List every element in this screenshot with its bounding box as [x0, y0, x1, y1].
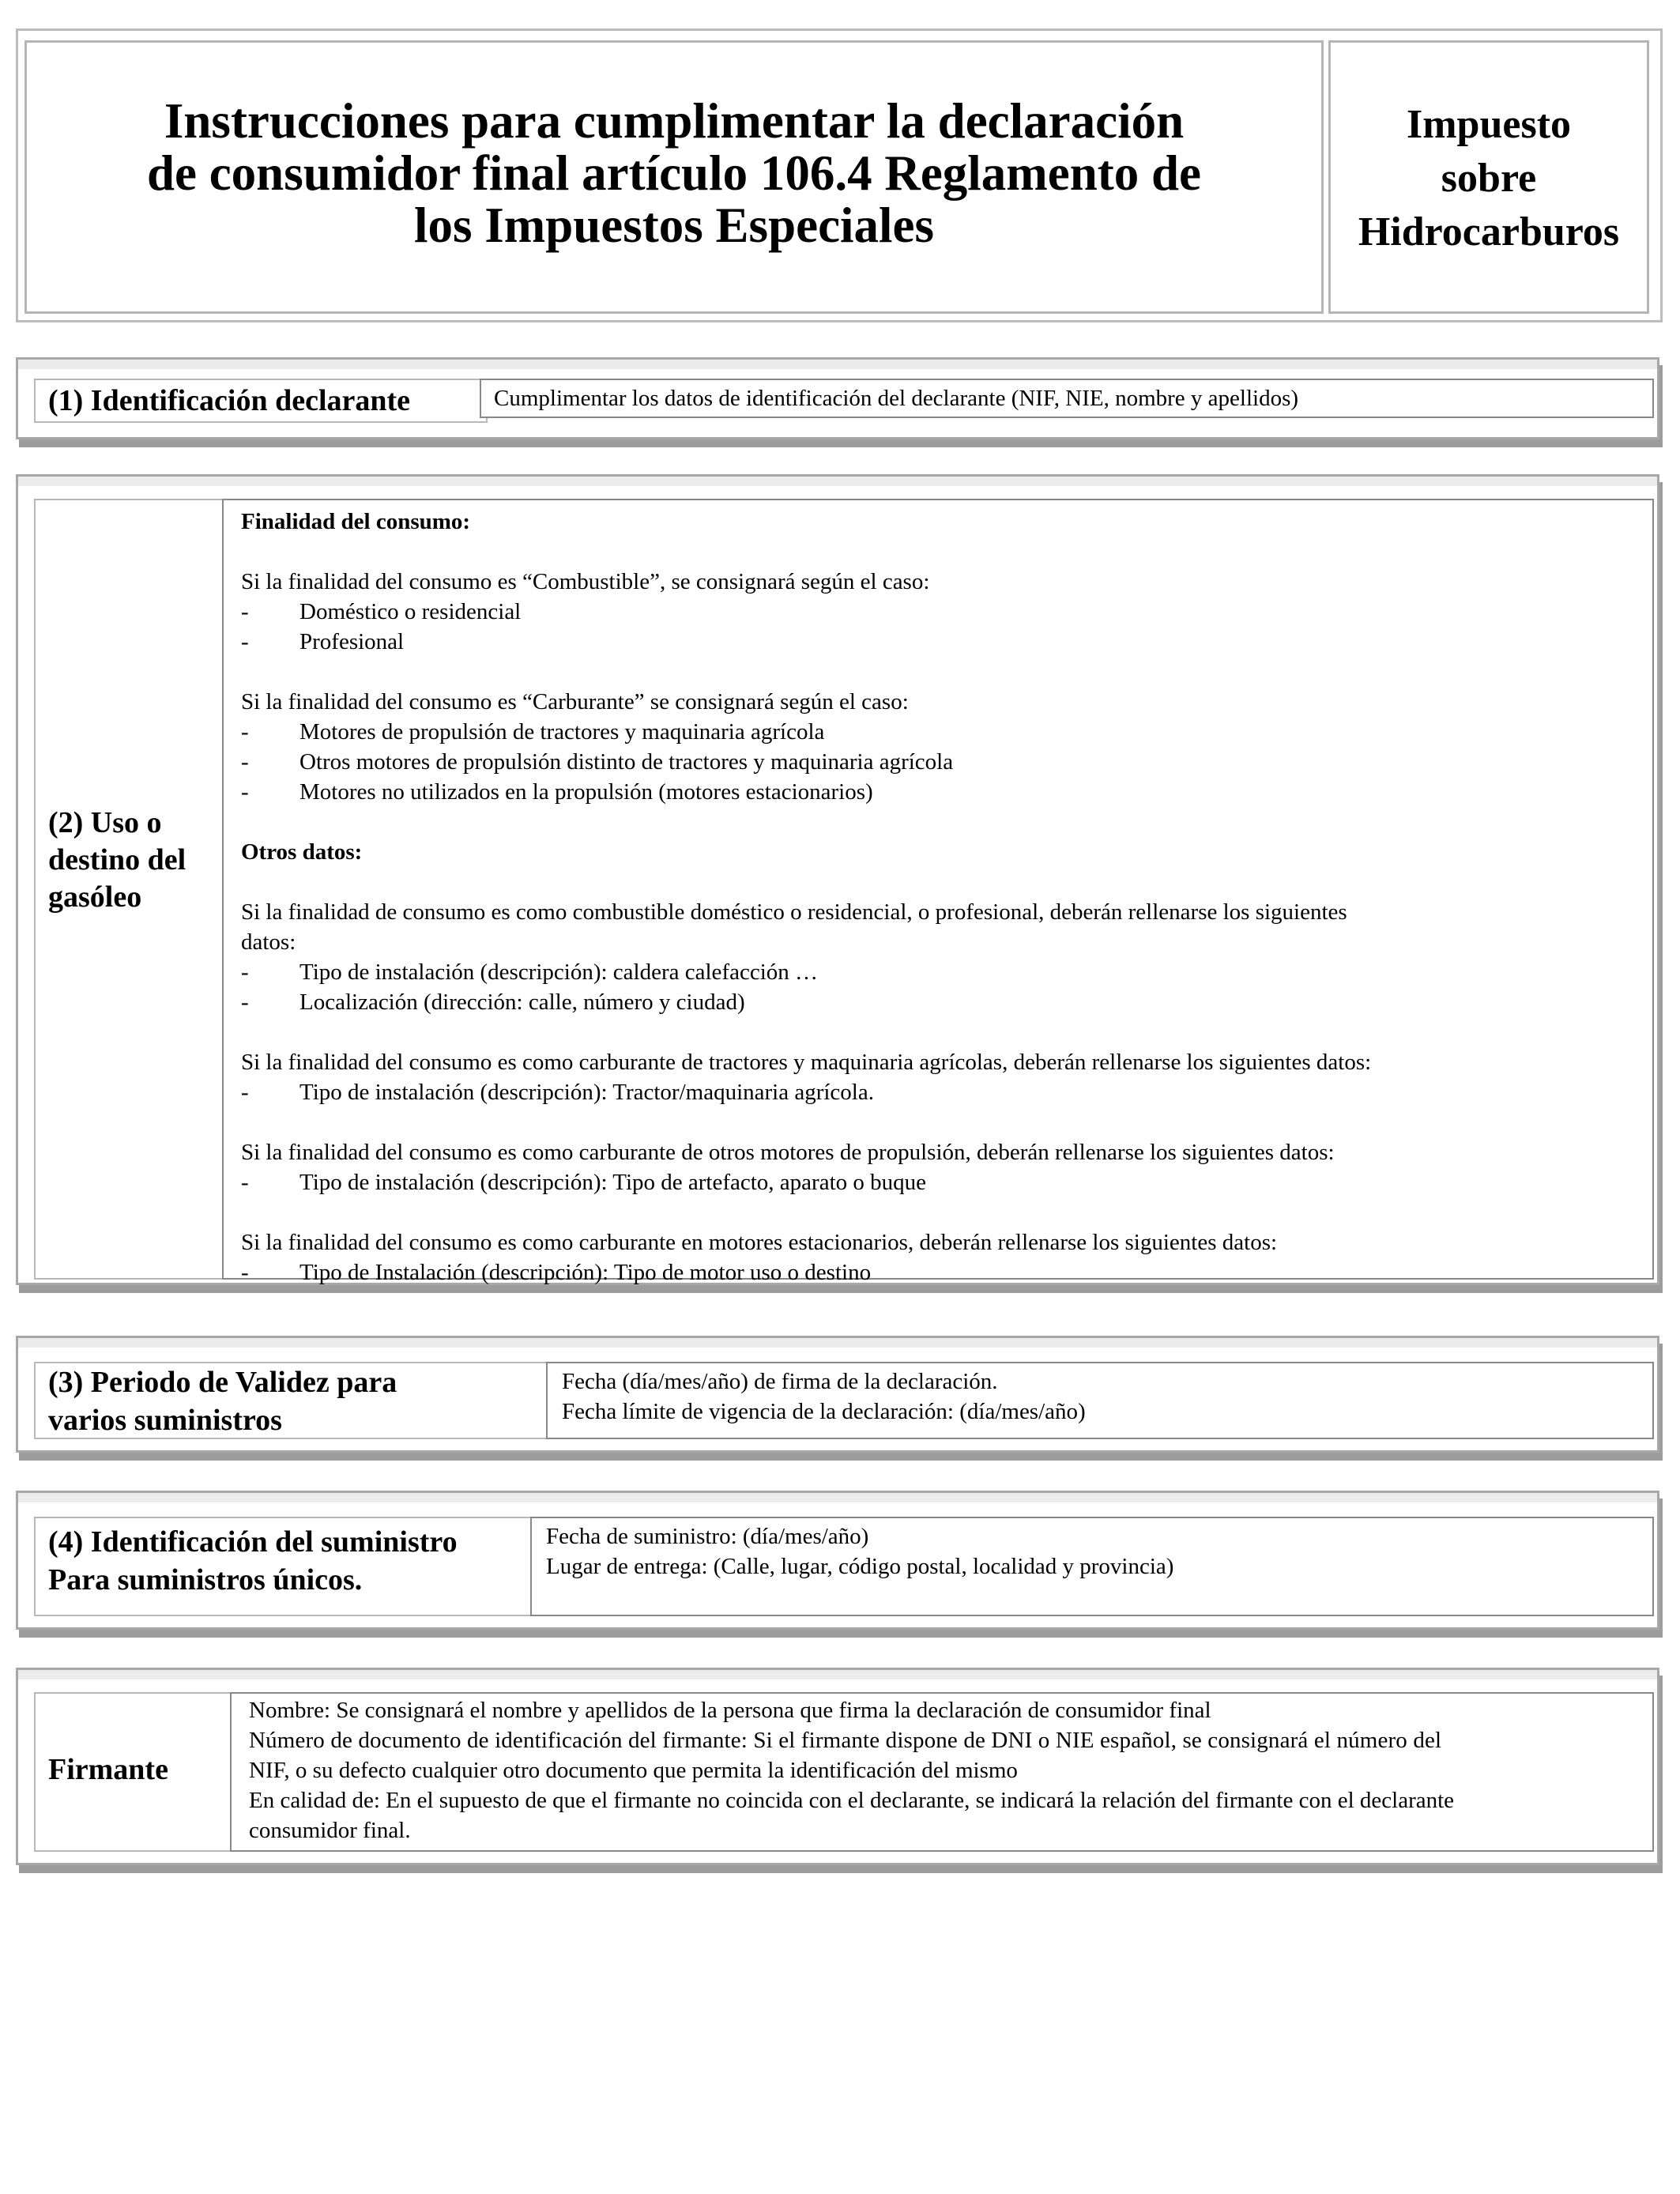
section-identificacion-declarante	[16, 357, 1659, 439]
section-band	[18, 1670, 1657, 1679]
list-item-text: Tipo de Instalación (descripción): Tipo de motor uso o destino	[299, 1260, 872, 1285]
section-text	[562, 1367, 1086, 1427]
section-identificacion-suministro	[16, 1491, 1659, 1630]
list-item-text: Tipo de instalación (descripción): Tractor/maquinaria agrícola.	[299, 1080, 874, 1105]
section-uso-destino	[16, 474, 1659, 1285]
list-item	[241, 1077, 1644, 1107]
list-item-text: Tipo de instalación (descripción): Tipo de artefacto, aparato o buque	[299, 1170, 927, 1195]
section-periodo-validez	[16, 1336, 1659, 1453]
bullet-dash: -	[241, 1260, 249, 1285]
list-item-text: Doméstico o residencial	[299, 599, 522, 624]
tax-line: sobre	[1441, 156, 1537, 201]
bullet-dash: -	[241, 779, 249, 805]
list-item-text: Tipo de instalación (descripción): caldera calefacción …	[299, 959, 818, 985]
list-item	[241, 987, 1644, 1017]
bullet-dash: -	[241, 599, 249, 624]
section-text: Cumplimentar los datos de identificación del declarante (NIF, NIE, nombre y apellidos)	[494, 386, 1299, 411]
section-label-cell	[34, 1362, 554, 1439]
list-item	[241, 1257, 1644, 1287]
bullet-dash: -	[241, 990, 249, 1015]
list-item	[241, 1167, 1644, 1197]
carburante-intro: Si la finalidad del consumo es “Carburante” se consignará según el caso:	[241, 689, 909, 714]
section-band	[18, 477, 1657, 486]
title-line: Instrucciones para cumplimentar la declaración	[164, 93, 1185, 149]
document-header	[16, 28, 1663, 322]
list-item	[241, 627, 1644, 657]
title-line: de consumidor final artículo 106.4 Reglamento de	[146, 145, 1202, 201]
section-label	[48, 805, 186, 916]
section-label-cell	[34, 1517, 538, 1616]
text-line: Lugar de entrega: (Calle, lugar, código postal, localidad y provincia)	[546, 1554, 1174, 1579]
bullet-dash: -	[241, 719, 249, 745]
text-line: Fecha (día/mes/año) de firma de la declaración.	[562, 1369, 998, 1394]
bullet-dash: -	[241, 1170, 249, 1195]
label-line: gasóleo	[48, 880, 142, 914]
section-label: (1) Identificación declarante	[48, 384, 411, 417]
list-item	[241, 597, 1644, 627]
label-line: (4) Identificación del suministro	[48, 1525, 458, 1559]
tax-name	[1334, 98, 1644, 259]
label-line: (2) Uso o	[48, 806, 162, 839]
section-label-cell	[34, 1692, 232, 1852]
list-item-text: Motores de propulsión de tractores y maquinaria agrícola	[299, 719, 825, 745]
title-box	[24, 40, 1324, 314]
list-item	[241, 777, 1644, 807]
combustible-intro: Si la finalidad del consumo es “Combustible”, se consignará según el caso:	[241, 569, 930, 594]
list-item	[241, 747, 1644, 777]
section-text	[241, 507, 1644, 1287]
section-label-cell	[34, 499, 224, 1280]
bullet-dash: -	[241, 749, 249, 775]
list-item-text: Localización (dirección: calle, número y ciudad)	[299, 990, 745, 1015]
heading-finalidad: Finalidad del consumo:	[241, 509, 471, 534]
text-line: Nombre: Se consignará el nombre y apellidos de la persona que firma la declaración de consumidor final	[249, 1698, 1211, 1723]
list-item-text: Profesional	[299, 629, 405, 654]
text-line: NIF, o su defecto cualquier otro documento que permita la identificación del mismo	[249, 1758, 1018, 1783]
section-text-cell	[530, 1517, 1654, 1616]
tax-line: Impuesto	[1406, 102, 1572, 147]
section-label	[48, 1363, 397, 1439]
estacionarios-intro: Si la finalidad del consumo es como carburante en motores estacionarios, deberán rellenarse los siguientes datos:	[241, 1230, 1278, 1255]
section-label-cell	[34, 379, 488, 423]
section-band	[18, 1493, 1657, 1502]
list-item-text: Otros motores de propulsión distinto de tractores y maquinaria agrícola	[299, 749, 954, 775]
section-text	[546, 1521, 1173, 1581]
title-line: los Impuestos Especiales	[413, 198, 935, 253]
document-title	[35, 95, 1313, 251]
text-line: Fecha límite de vigencia de la declaración: (día/mes/año)	[562, 1399, 1086, 1424]
bullet-dash: -	[241, 959, 249, 985]
label-line: destino del	[48, 843, 186, 876]
section-text-cell	[230, 1692, 1654, 1852]
tax-box	[1328, 40, 1649, 314]
bullet-dash: -	[241, 629, 249, 654]
tractores-intro: Si la finalidad del consumo es como carburante de tractores y maquinaria agrícolas, deberán rellenarse los siguientes datos:	[241, 1050, 1372, 1075]
text-line: consumidor final.	[249, 1818, 411, 1843]
section-text-cell	[546, 1362, 1654, 1439]
label-line: Para suministros únicos.	[48, 1563, 363, 1596]
bullet-dash: -	[241, 1080, 249, 1105]
section-label	[48, 1523, 458, 1599]
section-text-cell	[222, 499, 1654, 1285]
label-line: varios suministros	[48, 1404, 282, 1437]
text-line: Número de documento de identificación del firmante: Si el firmante dispone de DNI o NIE español, se consignará el número del	[249, 1728, 1442, 1753]
text-line: En calidad de: En el supuesto de que el firmante no coincida con el declarante, se indicará la relación del firmante con el declarante	[249, 1788, 1455, 1813]
list-item	[241, 717, 1644, 747]
otros-motores-intro: Si la finalidad del consumo es como carburante de otros motores de propulsión, deberán rellenarse los siguientes datos:	[241, 1140, 1335, 1165]
list-item	[241, 957, 1644, 987]
domestico-intro: Si la finalidad de consumo es como combustible doméstico o residencial, o profesional, deberán rellenarse los siguientes	[241, 899, 1347, 925]
section-firmante	[16, 1668, 1659, 1865]
heading-otros: Otros datos:	[241, 839, 363, 865]
section-label: Firmante	[48, 1753, 168, 1786]
section-band	[18, 360, 1657, 369]
section-band	[18, 1338, 1657, 1348]
label-line: (3) Periodo de Validez para	[48, 1366, 397, 1399]
list-item-text: Motores no utilizados en la propulsión (motores estacionarios)	[299, 779, 873, 805]
section-text-cell	[480, 379, 1654, 418]
domestico-intro-cont: datos:	[241, 929, 296, 955]
tax-line: Hidrocarburos	[1358, 209, 1620, 254]
text-line: Fecha de suministro: (día/mes/año)	[546, 1524, 869, 1549]
section-text	[249, 1695, 1644, 1845]
